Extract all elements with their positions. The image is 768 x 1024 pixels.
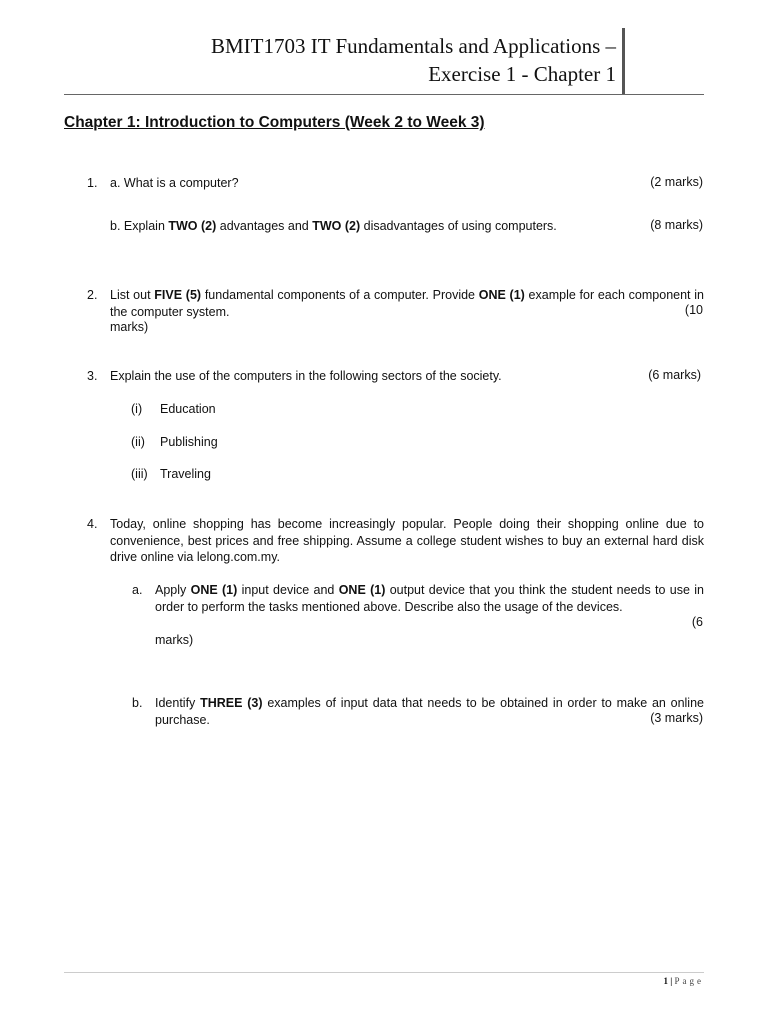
- sector-item-number: (i): [131, 402, 143, 416]
- question-2-marks-part2: marks): [110, 320, 149, 334]
- question-3-marks: (6 marks): [648, 368, 701, 382]
- exercise-title: Exercise 1 - Chapter 1: [428, 62, 616, 86]
- footer-divider: [64, 972, 704, 973]
- page-number: 1 | Page: [663, 976, 704, 986]
- question-4b-text: Identify THREE (3) examples of input data that needs to be obtained in order to make an online purchase.: [155, 696, 704, 727]
- sector-item-traveling: Traveling: [160, 467, 211, 481]
- question-4a-marks-part2: marks): [155, 633, 194, 647]
- question-1a-text: a. What is a computer?: [110, 176, 239, 190]
- question-1a-marks: (2 marks): [650, 175, 703, 189]
- course-title: BMIT1703 IT Fundamentals and Applications –: [211, 34, 616, 58]
- question-4b-label: b.: [132, 696, 143, 710]
- question-1-number: 1.: [87, 176, 98, 190]
- sector-item-education: Education: [160, 402, 216, 416]
- header-vertical-bar: [622, 28, 625, 94]
- chapter-title: Chapter 1: Introduction to Computers (Week 2 to Week 3): [64, 114, 485, 131]
- question-1b-text: b. Explain TWO (2) advantages and TWO (2) disadvantages of using computers.: [110, 219, 557, 233]
- sector-item-publishing: Publishing: [160, 435, 218, 449]
- question-3-text: Explain the use of the computers in the following sectors of the society.: [110, 369, 502, 383]
- question-2-number: 2.: [87, 288, 98, 302]
- question-1b-marks: (8 marks): [650, 218, 703, 232]
- document-header: [64, 28, 704, 95]
- question-2-text: List out FIVE (5) fundamental components of a computer. Provide ONE (1) example for each component in the computer system.: [110, 288, 704, 319]
- question-4-text: Today, online shopping has become increasingly popular. People doing their shopping online due to convenience, best prices and free shipping. Assume a college student wishes to buy an external hard disk drive online via lelong.com.my.: [110, 517, 704, 564]
- question-4a-marks-part1: (6: [691, 615, 703, 629]
- question-3-number: 3.: [87, 369, 98, 383]
- question-4b-marks: (3 marks): [650, 711, 703, 725]
- question-2-marks-part1: (10: [684, 303, 703, 317]
- question-4-number: 4.: [87, 517, 98, 531]
- sector-item-number: (iii): [131, 467, 148, 481]
- sector-item-number: (ii): [131, 435, 145, 449]
- question-4a-text: Apply ONE (1) input device and ONE (1) output device that you think the student needs to use in order to perform the tasks mentioned above. Describe also the usage of the devices.: [155, 583, 704, 614]
- question-4a-label: a.: [132, 583, 143, 597]
